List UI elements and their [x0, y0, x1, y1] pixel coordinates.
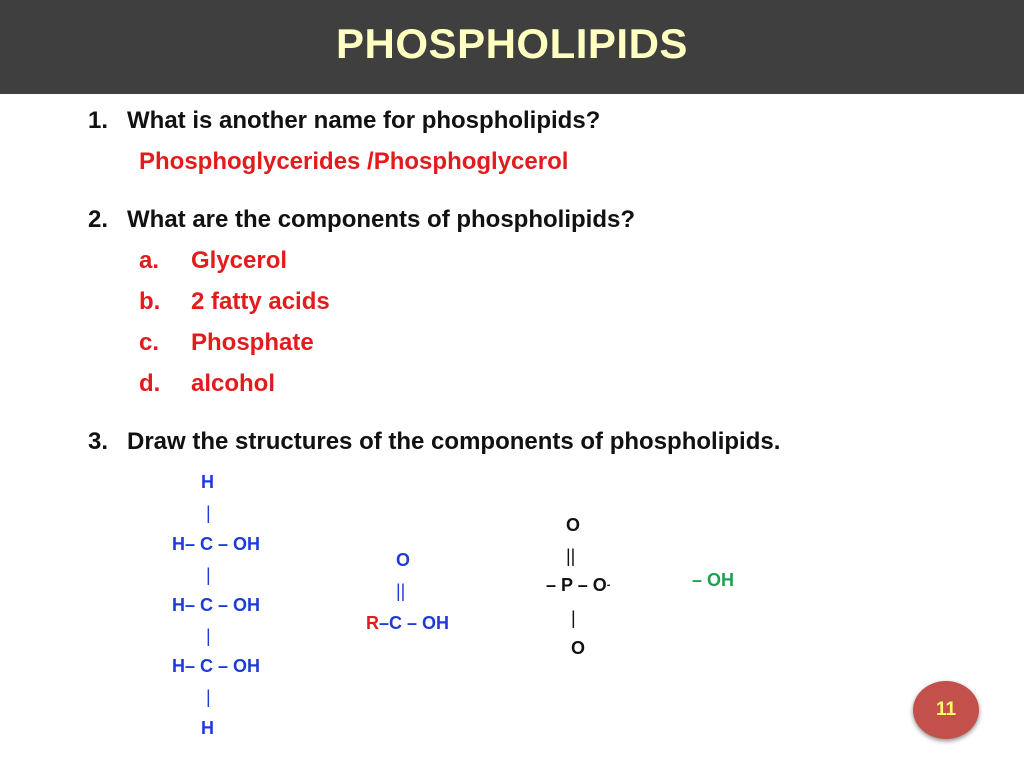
answer-1: Phosphoglycerides /Phosphoglycerol — [139, 148, 569, 175]
glycerol-bond-1: | — [206, 503, 211, 523]
glycerol-row-3: H– C – OH — [172, 656, 261, 676]
glycerol-row-2: H– C – OH — [172, 595, 261, 615]
phosphate-single-bond: | — [571, 608, 576, 628]
glycerol-top-h: H — [201, 472, 214, 492]
phosphate-bottom-oxygen: O — [571, 638, 586, 658]
alcohol-structure: – OH — [692, 570, 735, 590]
phosphate-top-oxygen: O — [566, 515, 581, 535]
page-number: 11 — [935, 699, 957, 720]
component-b-marker: b. — [139, 288, 161, 315]
question-1-text: What is another name for phospholipids? — [127, 107, 601, 134]
fatty-acid-oxygen: O — [396, 550, 411, 570]
glycerol-bond-4: | — [206, 687, 211, 707]
question-2-number: 2. — [88, 206, 109, 233]
phosphate-p-group: – P – O — [546, 575, 607, 595]
glycerol-bond-2: | — [206, 565, 211, 585]
question-3-number: 3. — [88, 428, 109, 455]
question-1-number: 1. — [88, 107, 109, 134]
glycerol-row-1: H– C – OH — [172, 534, 261, 554]
fatty-acid-chain — [366, 613, 449, 633]
component-a-marker: a. — [139, 247, 160, 274]
fatty-acid-r-group: R — [366, 613, 379, 633]
phosphate-middle — [546, 575, 610, 595]
component-b: 2 fatty acids — [191, 288, 330, 315]
component-c: Phosphate — [191, 329, 314, 356]
fatty-acid-double-bond: || — [396, 581, 406, 601]
question-2-text: What are the components of phospholipids? — [127, 206, 635, 233]
question-3-text: Draw the structures of the components of phospholipids. — [127, 428, 781, 455]
glycerol-bottom-h: H — [201, 718, 214, 738]
glycerol-bond-3: | — [206, 626, 211, 646]
title-bar — [0, 0, 1024, 94]
component-c-marker: c. — [139, 329, 160, 356]
fatty-acid-carboxyl: C – OH — [389, 613, 450, 633]
phosphate-double-bond: || — [566, 546, 576, 566]
component-a: Glycerol — [191, 247, 288, 274]
slide-title: PHOSPHOLIPIDS — [336, 20, 688, 67]
fatty-acid-dash: – — [379, 613, 390, 633]
component-d: alcohol — [191, 370, 276, 397]
page-number-badge — [913, 681, 979, 739]
phosphate-charge: - — [606, 579, 611, 591]
component-d-marker: d. — [139, 370, 161, 397]
